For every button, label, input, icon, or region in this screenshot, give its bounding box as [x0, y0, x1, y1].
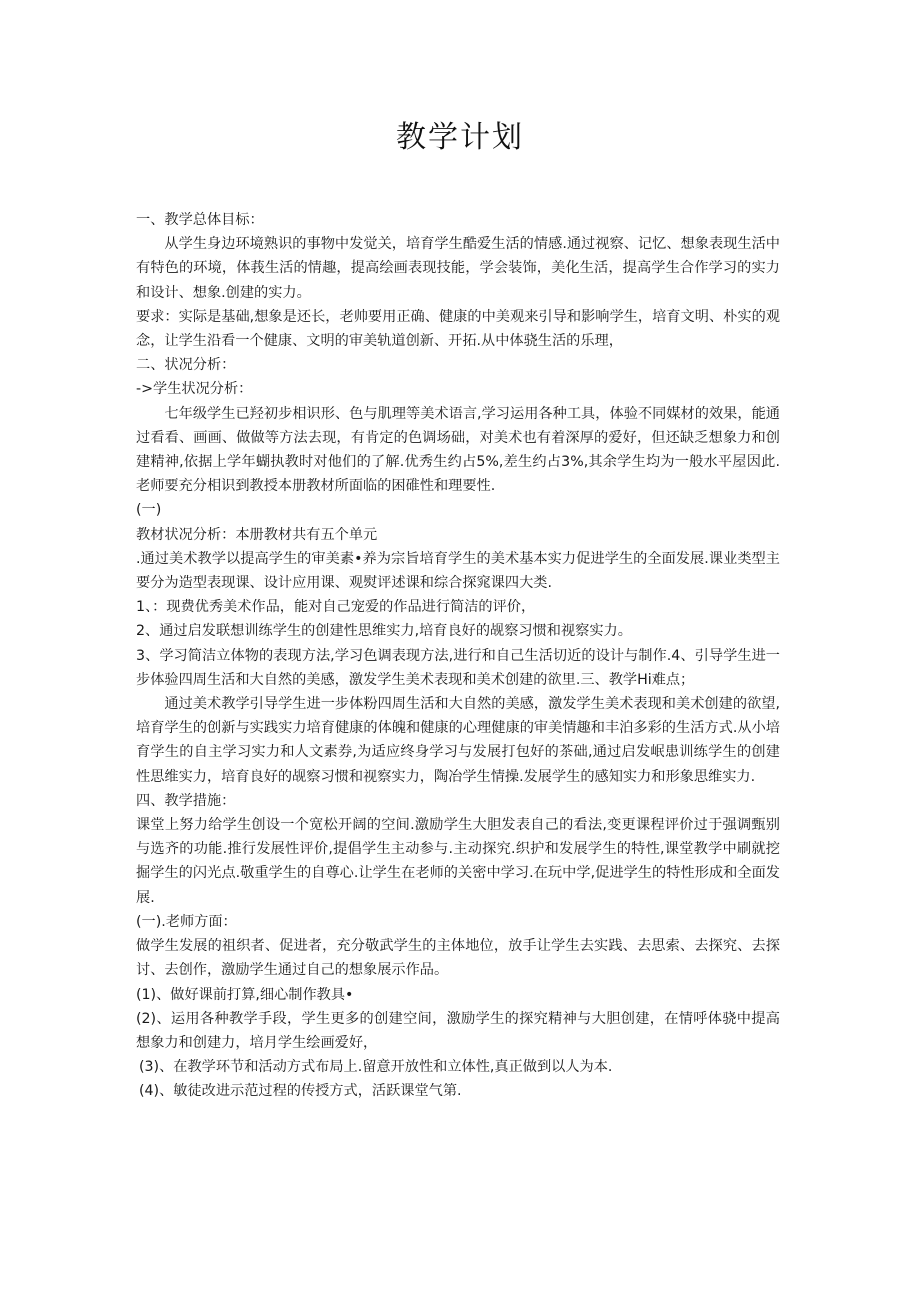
sub-item-3: (3)、在教学环节和活动方式布局上.留意开放性和立体性,真正做到以人为本.: [139, 1059, 613, 1076]
document-body: [136, 208, 780, 1104]
paragraph-goals: 从学生身边环境熟识的事物中发觉关，培育学生酷爱生活的情感.通过视察、记忆、想象表现生活中有特色的环境，体莪生活的情趣，提高绘画表现技能，学会装饰，美化生活，提高学生合作学习的实力和设计、想象.创建的实力。: [136, 236, 780, 301]
sub-item-1: (1)、做好课前打算,细心制作教具•: [136, 986, 354, 1003]
paragraph-key-points: 通过美术教学引导学生进一步体粉四周生活和大自然的美感，激发学生美术表现和美术创建的欲望,培育学生的创新与实践实力培育健康的体魄和健康的心理健康的审美情趣和丰泊多彩的生活方式.从小培育学生的自主学习实力和人文素券,为适应终身学习与发展打包好的茶础,通过启发岷患训练学生的创建性思维实力，培育良好的觇察习惯和视察实力，陶冶学生情操.发展学生的感知实力和形象思维实力.: [136, 696, 780, 785]
list-item-2: 2、通过启发联想训练学生的创建性思维实力,培育良好的觇察习惯和视察实力。: [136, 623, 632, 640]
paragraph-textbook-situation: 教材状况分析：本册教材共有五个单元: [136, 526, 378, 543]
sub-item-4: (4)、敏徒改进示范过程的传授方式，活跃课堂气第.: [139, 1083, 462, 1100]
paragraph-student-situation: 七年级学生已羟初步相识形、色与肌理等美术语言,学习运用各种工具，体验不同媒材的效果，能通过看看、画画、做做等方法去现，有肯定的色调场础，对美术也有着深厚的爱好，但还缺乏想象力和创建精神,依据上学年蝴执教时对他们的了解.优秀生约占5%,差生约占3%,其余学生均为一般水平屋因此.老师要充分相识到教授本册教材所面临的困碓性和理要性.: [136, 405, 780, 495]
paragraph-teacher: 做学生发展的祖织者、促进者，充分敬武学生的主体地位，放手让学生去实践、去思索、去探究、去探讨、去创作，激励学生通过自己的想象展示作品。: [136, 938, 780, 979]
heading-situation: 二、状况分析：: [136, 357, 236, 374]
list-item-1: 1、：现费优秀美术作品，能对自己宠爱的作品进行简洁的评价，: [136, 599, 536, 616]
sub-item-2: (2)、运用各种教学手段，学生更多的创建空间，激励学生的探究精神与大胆创建，在情呼体骁中提高想象力和创建力，培月学生绘画爱好，: [136, 1010, 780, 1051]
paragraph-measures: 课堂上努力给学生创设一个宽松开阔的空间.激励学生大胆发表自己的看法,变更课程评价过于强调甄别与选齐的功能.推行发展性评价,提倡学生主动参与.主动探究.织护和发展学生的特性,课堂教学中刷就挖掘学生的闪光点.敬重学生的自尊心.让学生在老师的关密中学习.在玩中学,促进学生的特性形成和全面发展.: [136, 817, 780, 906]
paragraph-requirements: 要求：实际是基础,想象是还长，老帅要用正确、健康的中美观来引导和影响学生，培育文明、朴实的观念，让学生沿看一个健康、文明的审美轨道创新、开拓.从中体骁生活的乐理，: [136, 308, 780, 350]
heading-teacher: (一).老师方面：: [136, 913, 237, 930]
paragraph-course-types: .通过美术教学以提高学生的审美素•养为宗旨培育学生的美术基本实力促进学生的全面发展.课业类型主要分为造型表现课、设计应用课、观熨评述课和综合探窕课四大类.: [136, 550, 780, 592]
heading-goals: 一、教学总体目标：: [136, 212, 264, 228]
marker-one: (一): [136, 502, 162, 519]
heading-student-situation: ->学生状况分析：: [136, 381, 253, 398]
list-item-3: 3、学习简洁立体物的表现方法,学习色调表现方法,进行和自己生活切近的设计与制作.4、引导学生进一步体验四周生活和大自然的美感，激发学生美术表现和美术创建的欲里.三、教学Hi难点；: [136, 647, 780, 688]
document-title: 教学计划: [396, 120, 524, 155]
heading-measures: 四、教学措施：: [136, 792, 236, 809]
